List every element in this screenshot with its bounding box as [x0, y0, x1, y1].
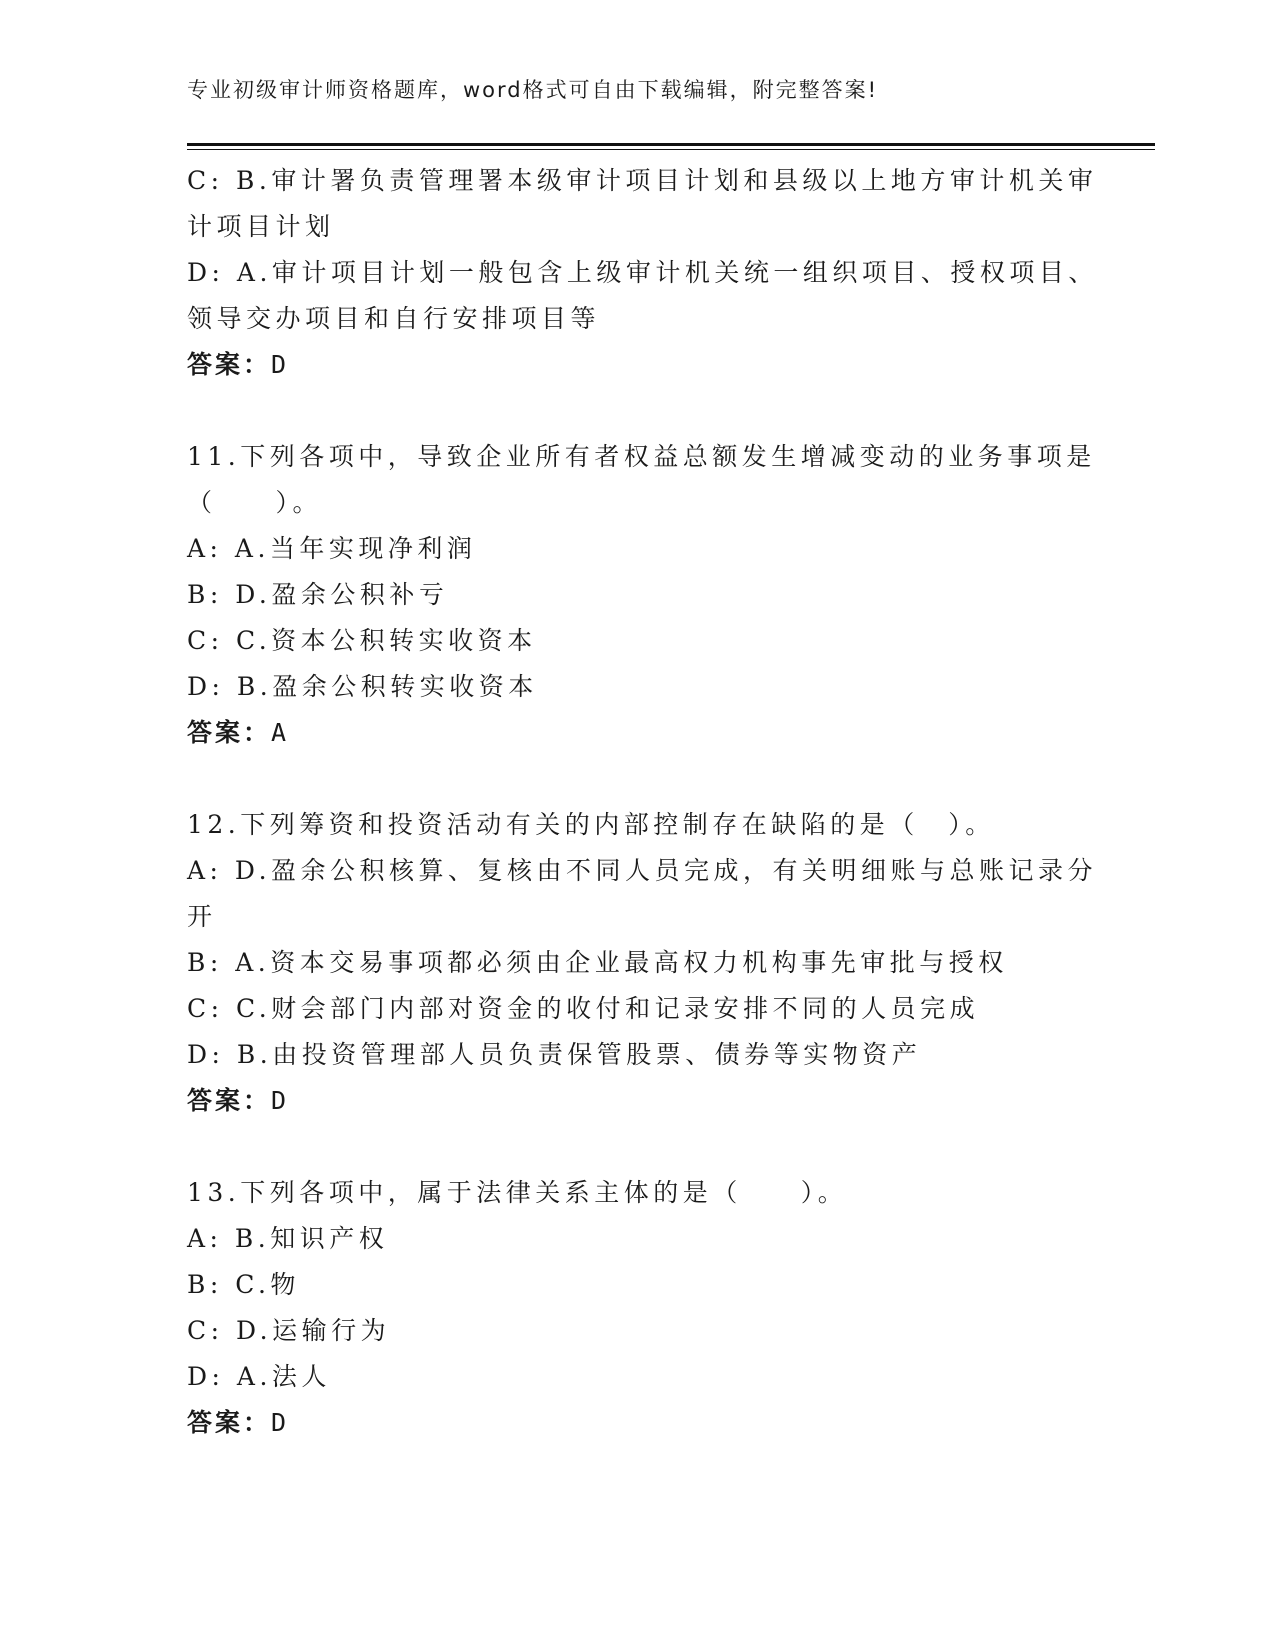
option-a-line-1: A: D.盈余公积核算、复核由不同人员完成，有关明细账与总账记录分 [187, 856, 1098, 885]
answer-label: 答案： [187, 350, 272, 379]
answer-value: A [271, 718, 290, 747]
option-c: C: C.资本公积转实收资本 [187, 626, 537, 655]
option-c-line-1: C: B.审计署负责管理署本级审计项目计划和县级以上地方审计机关审 [187, 166, 1098, 195]
answer-line [187, 1078, 1087, 1124]
option-b: B: C.物 [187, 1270, 300, 1299]
answer-line [187, 342, 1087, 388]
spacer [187, 388, 1087, 434]
question-stem-line-1: 12.下列筹资和投资活动有关的内部控制存在缺陷的是（ ）。 [187, 810, 995, 839]
option-c: C: D.运输行为 [187, 1316, 391, 1345]
option-a: A: A.当年实现净利润 [187, 534, 477, 563]
option-d-line-1: D: A.审计项目计划一般包含上级审计机关统一组织项目、授权项目、 [187, 258, 1098, 287]
answer-label: 答案： [187, 718, 272, 747]
option-d: D: B.盈余公积转实收资本 [187, 672, 538, 701]
answer-line [187, 1400, 1087, 1446]
spacer [187, 756, 1087, 802]
option-c-line-2: 计项目计划 [187, 212, 335, 241]
option-a-line-2: 开 [187, 902, 217, 931]
question-stem-line-1: 13.下列各项中，属于法律关系主体的是（ ）。 [187, 1178, 848, 1207]
answer-value: D [271, 1086, 290, 1115]
question-10-continuation [187, 158, 1098, 388]
question-list [187, 158, 1098, 1446]
question-11 [187, 434, 1096, 756]
question-12 [187, 802, 1098, 1124]
option-d: D: B.由投资管理部人员负责保管股票、债券等实物资产 [187, 1040, 922, 1069]
question-stem-line-2: （ ）。 [187, 488, 323, 517]
question-13 [187, 1170, 1087, 1446]
answer-value: D [271, 350, 290, 379]
answer-value: D [271, 1408, 290, 1437]
question-stem-line-1: 11.下列各项中，导致企业所有者权益总额发生增减变动的业务事项是 [187, 442, 1096, 471]
answer-label: 答案： [187, 1408, 272, 1437]
option-d-line-2: 领导交办项目和自行安排项目等 [187, 304, 601, 333]
option-d: D: A.法人 [187, 1362, 331, 1391]
option-c: C: C.财会部门内部对资金的收付和记录安排不同的人员完成 [187, 994, 980, 1023]
answer-line [187, 710, 1087, 756]
option-a: A: B.知识产权 [187, 1224, 389, 1253]
page-header: 专业初级审计师资格题库，word格式可自由下载编辑，附完整答案! [187, 78, 879, 102]
header-rule-thin [187, 149, 1155, 150]
spacer [187, 1124, 1087, 1170]
option-b: B: D.盈余公积补亏 [187, 580, 449, 609]
header-rule-thick [187, 143, 1155, 146]
answer-label: 答案： [187, 1086, 272, 1115]
option-b: B: A.资本交易事项都必须由企业最高权力机构事先审批与授权 [187, 948, 1008, 977]
